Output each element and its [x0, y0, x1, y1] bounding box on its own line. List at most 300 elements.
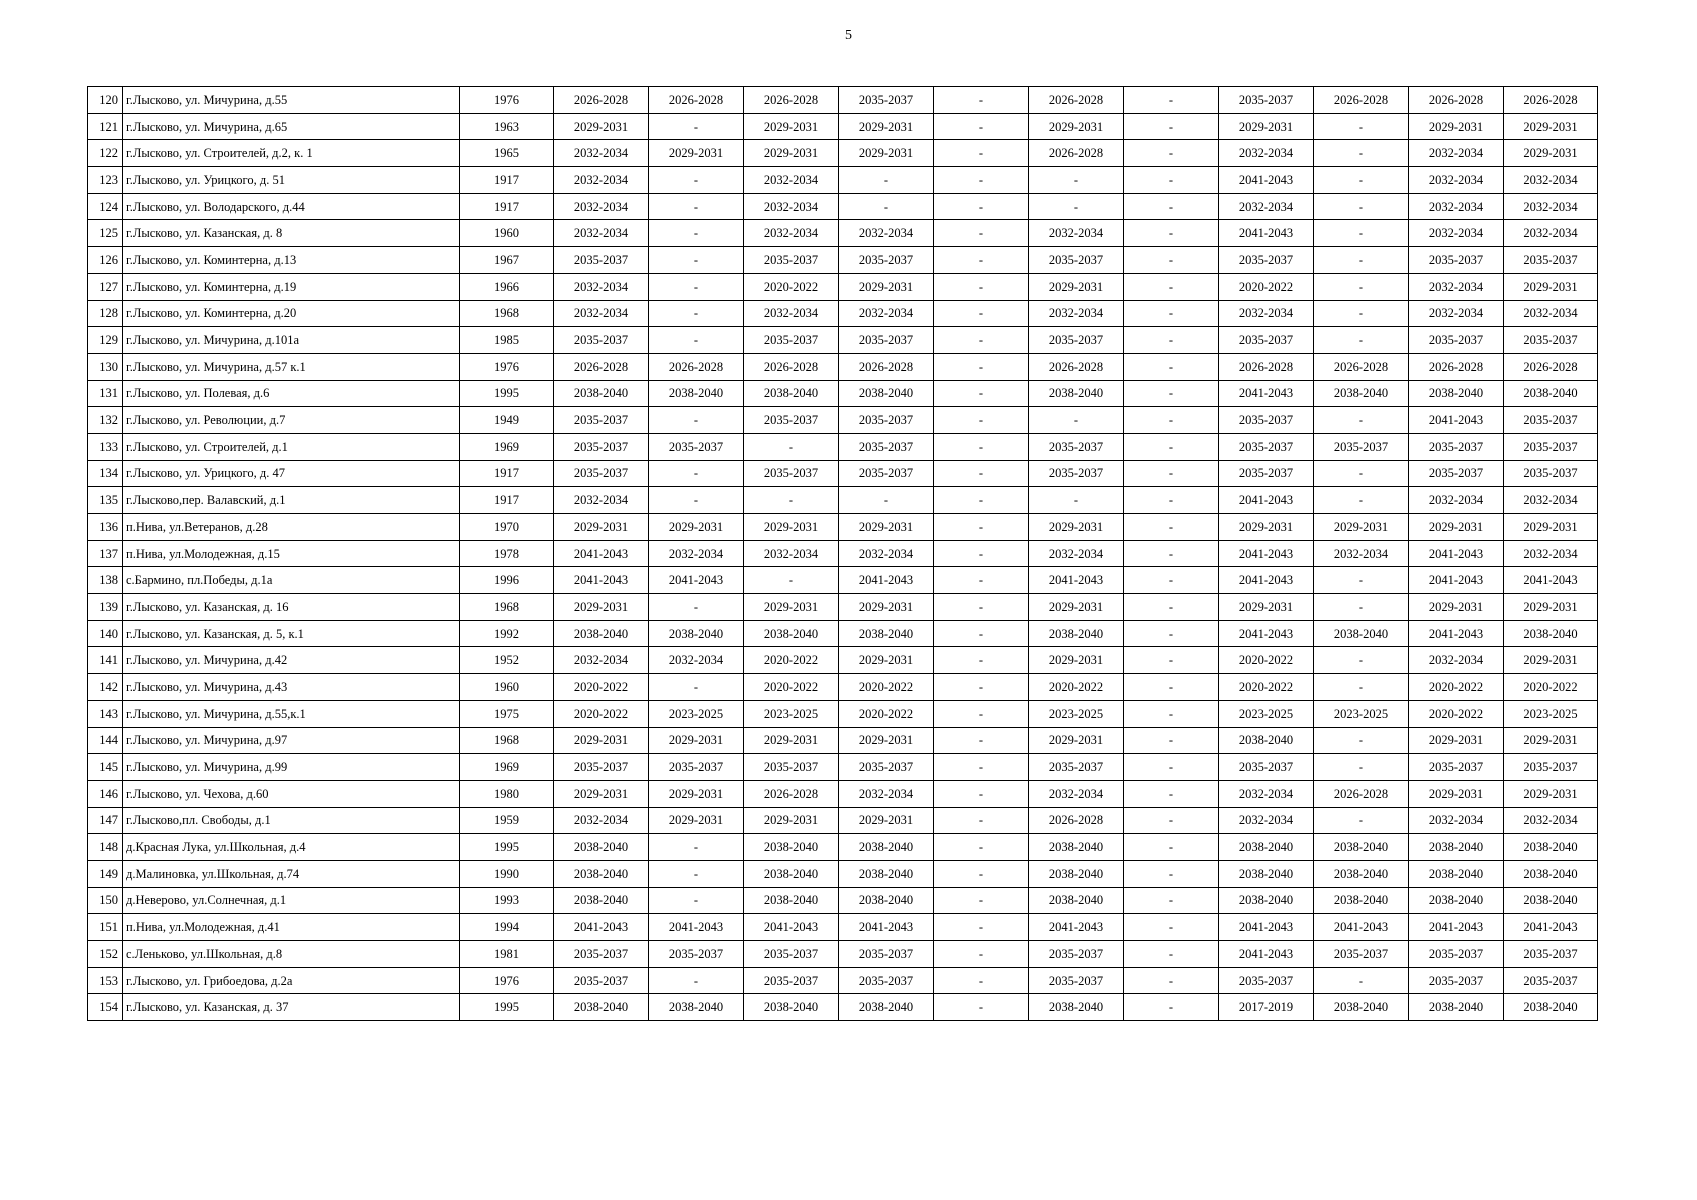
period-cell: 2035-2037: [1504, 941, 1598, 968]
period-cell: 2029-2031: [839, 807, 934, 834]
period-cell: -: [1314, 327, 1409, 354]
period-cell: -: [934, 914, 1029, 941]
period-cell: -: [934, 87, 1029, 114]
period-cell: 2035-2037: [1029, 327, 1124, 354]
period-cell: -: [934, 754, 1029, 781]
period-cell: 2029-2031: [1029, 514, 1124, 541]
period-cell: -: [1314, 140, 1409, 167]
address-cell: г.Лысково, ул. Мичурина, д.65: [123, 113, 460, 140]
period-cell: -: [1314, 567, 1409, 594]
year-built-cell: 1959: [460, 807, 554, 834]
period-cell: 2035-2037: [839, 327, 934, 354]
period-cell: 2032-2034: [1219, 780, 1314, 807]
period-cell: -: [1314, 727, 1409, 754]
period-cell: -: [934, 273, 1029, 300]
page-number: 5: [845, 28, 852, 43]
period-cell: -: [934, 647, 1029, 674]
address-cell: г.Лысково, ул. Чехова, д.60: [123, 780, 460, 807]
period-cell: 2032-2034: [554, 273, 649, 300]
period-cell: -: [649, 460, 744, 487]
row-number-cell: 143: [88, 700, 123, 727]
period-cell: 2032-2034: [554, 647, 649, 674]
period-cell: 2038-2040: [1029, 887, 1124, 914]
row-number-cell: 125: [88, 220, 123, 247]
period-cell: 2032-2034: [554, 220, 649, 247]
period-cell: -: [934, 567, 1029, 594]
period-cell: 2026-2028: [1504, 87, 1598, 114]
period-cell: -: [1124, 380, 1219, 407]
period-cell: 2038-2040: [839, 887, 934, 914]
row-number-cell: 123: [88, 167, 123, 194]
address-cell: г.Лысково, ул. Полевая, д.6: [123, 380, 460, 407]
period-cell: 2035-2037: [1504, 754, 1598, 781]
table-row: [88, 780, 1598, 807]
period-cell: 2035-2037: [839, 407, 934, 434]
period-cell: -: [934, 514, 1029, 541]
period-cell: -: [934, 193, 1029, 220]
period-cell: 2041-2043: [1409, 540, 1504, 567]
period-cell: 2029-2031: [1409, 514, 1504, 541]
period-cell: -: [934, 967, 1029, 994]
period-cell: 2026-2028: [1504, 353, 1598, 380]
period-cell: 2038-2040: [1314, 860, 1409, 887]
period-cell: -: [934, 674, 1029, 701]
period-cell: -: [1314, 674, 1409, 701]
period-cell: 2038-2040: [839, 834, 934, 861]
period-cell: 2035-2037: [1029, 460, 1124, 487]
year-built-cell: 1967: [460, 247, 554, 274]
period-cell: -: [1124, 300, 1219, 327]
period-cell: 2029-2031: [649, 780, 744, 807]
period-cell: 2038-2040: [744, 620, 839, 647]
period-cell: 2038-2040: [554, 887, 649, 914]
period-cell: -: [934, 700, 1029, 727]
period-cell: 2041-2043: [1504, 914, 1598, 941]
row-number-cell: 140: [88, 620, 123, 647]
period-cell: -: [649, 167, 744, 194]
address-cell: г.Лысково, ул. Казанская, д. 16: [123, 594, 460, 621]
period-cell: 2032-2034: [839, 220, 934, 247]
period-cell: 2032-2034: [649, 540, 744, 567]
period-cell: -: [1124, 674, 1219, 701]
row-number-cell: 135: [88, 487, 123, 514]
period-cell: 2020-2022: [1029, 674, 1124, 701]
year-built-cell: 1968: [460, 594, 554, 621]
period-cell: -: [1314, 487, 1409, 514]
period-cell: -: [1314, 167, 1409, 194]
period-cell: 2026-2028: [1314, 87, 1409, 114]
period-cell: 2041-2043: [649, 567, 744, 594]
period-cell: 2023-2025: [1029, 700, 1124, 727]
period-cell: 2026-2028: [1029, 87, 1124, 114]
period-cell: 2038-2040: [554, 380, 649, 407]
row-number-cell: 127: [88, 273, 123, 300]
period-cell: 2038-2040: [1029, 620, 1124, 647]
period-cell: -: [839, 193, 934, 220]
period-cell: 2038-2040: [1314, 994, 1409, 1021]
period-cell: -: [649, 407, 744, 434]
address-cell: г.Лысково, ул. Урицкого, д. 51: [123, 167, 460, 194]
period-cell: 2035-2037: [554, 941, 649, 968]
table-row: [88, 407, 1598, 434]
row-number-cell: 128: [88, 300, 123, 327]
period-cell: 2038-2040: [1504, 620, 1598, 647]
period-cell: -: [1029, 193, 1124, 220]
period-cell: 2020-2022: [1504, 674, 1598, 701]
period-cell: 2020-2022: [1409, 674, 1504, 701]
period-cell: 2035-2037: [554, 967, 649, 994]
period-cell: 2029-2031: [1409, 727, 1504, 754]
period-cell: -: [934, 887, 1029, 914]
period-cell: 2032-2034: [554, 193, 649, 220]
period-cell: 2041-2043: [1409, 914, 1504, 941]
period-cell: 2023-2025: [1314, 700, 1409, 727]
row-number-cell: 144: [88, 727, 123, 754]
period-cell: 2038-2040: [554, 994, 649, 1021]
period-cell: 2029-2031: [649, 807, 744, 834]
period-cell: 2041-2043: [1219, 380, 1314, 407]
row-number-cell: 130: [88, 353, 123, 380]
period-cell: 2038-2040: [1029, 994, 1124, 1021]
period-cell: -: [649, 327, 744, 354]
period-cell: 2029-2031: [839, 514, 934, 541]
period-cell: 2038-2040: [744, 834, 839, 861]
period-cell: 2029-2031: [1504, 780, 1598, 807]
period-cell: 2038-2040: [1314, 380, 1409, 407]
period-cell: -: [1124, 594, 1219, 621]
period-cell: -: [1124, 353, 1219, 380]
table-row: [88, 967, 1598, 994]
period-cell: 2029-2031: [554, 780, 649, 807]
period-cell: 2032-2034: [1504, 220, 1598, 247]
year-built-cell: 1975: [460, 700, 554, 727]
period-cell: 2038-2040: [1409, 834, 1504, 861]
period-cell: -: [1314, 647, 1409, 674]
period-cell: 2038-2040: [744, 860, 839, 887]
year-built-cell: 1976: [460, 353, 554, 380]
row-number-cell: 122: [88, 140, 123, 167]
period-cell: 2029-2031: [839, 113, 934, 140]
address-cell: д.Красная Лука, ул.Школьная, д.4: [123, 834, 460, 861]
table-row: [88, 754, 1598, 781]
period-cell: 2038-2040: [839, 994, 934, 1021]
period-cell: 2032-2034: [1219, 807, 1314, 834]
period-cell: -: [934, 834, 1029, 861]
repair-schedule-table: [87, 86, 1598, 1021]
table-row: [88, 727, 1598, 754]
address-cell: г.Лысково, ул. Мичурина, д.101а: [123, 327, 460, 354]
period-cell: -: [1124, 834, 1219, 861]
period-cell: -: [1124, 780, 1219, 807]
period-cell: -: [1314, 594, 1409, 621]
period-cell: 2041-2043: [1219, 941, 1314, 968]
period-cell: 2029-2031: [839, 727, 934, 754]
address-cell: г.Лысково, ул. Мичурина, д.43: [123, 674, 460, 701]
period-cell: 2020-2022: [1219, 647, 1314, 674]
period-cell: 2029-2031: [744, 727, 839, 754]
address-cell: д.Малиновка, ул.Школьная, д.74: [123, 860, 460, 887]
period-cell: 2041-2043: [744, 914, 839, 941]
period-cell: 2026-2028: [649, 87, 744, 114]
table-row: [88, 594, 1598, 621]
period-cell: 2038-2040: [1029, 380, 1124, 407]
period-cell: 2032-2034: [1219, 140, 1314, 167]
period-cell: 2029-2031: [839, 594, 934, 621]
period-cell: 2032-2034: [1409, 167, 1504, 194]
year-built-cell: 1952: [460, 647, 554, 674]
period-cell: -: [1124, 167, 1219, 194]
period-cell: 2035-2037: [1504, 247, 1598, 274]
period-cell: 2035-2037: [1219, 967, 1314, 994]
period-cell: 2035-2037: [1409, 460, 1504, 487]
period-cell: 2032-2034: [1504, 300, 1598, 327]
row-number-cell: 153: [88, 967, 123, 994]
period-cell: 2017-2019: [1219, 994, 1314, 1021]
table-row: [88, 300, 1598, 327]
year-built-cell: 1917: [460, 193, 554, 220]
period-cell: 2035-2037: [744, 967, 839, 994]
period-cell: 2035-2037: [1029, 433, 1124, 460]
address-cell: г.Лысково, ул. Казанская, д. 37: [123, 994, 460, 1021]
period-cell: 2035-2037: [554, 754, 649, 781]
address-cell: г.Лысково, ул. Строителей, д.2, к. 1: [123, 140, 460, 167]
table-body: [88, 87, 1598, 1021]
period-cell: 2038-2040: [744, 994, 839, 1021]
period-cell: 2041-2043: [1409, 620, 1504, 647]
row-number-cell: 132: [88, 407, 123, 434]
period-cell: -: [1124, 487, 1219, 514]
address-cell: г.Лысково, ул. Коминтерна, д.13: [123, 247, 460, 274]
period-cell: 2029-2031: [1504, 594, 1598, 621]
table-row: [88, 113, 1598, 140]
period-cell: 2038-2040: [1219, 860, 1314, 887]
period-cell: 2038-2040: [1029, 834, 1124, 861]
year-built-cell: 1969: [460, 433, 554, 460]
period-cell: 2029-2031: [1504, 514, 1598, 541]
row-number-cell: 154: [88, 994, 123, 1021]
period-cell: -: [1124, 87, 1219, 114]
row-number-cell: 134: [88, 460, 123, 487]
row-number-cell: 133: [88, 433, 123, 460]
table-row: [88, 860, 1598, 887]
period-cell: 2038-2040: [1219, 727, 1314, 754]
year-built-cell: 1965: [460, 140, 554, 167]
year-built-cell: 1917: [460, 167, 554, 194]
period-cell: 2035-2037: [1504, 433, 1598, 460]
table-row: [88, 700, 1598, 727]
period-cell: 2032-2034: [1504, 807, 1598, 834]
period-cell: 2041-2043: [649, 914, 744, 941]
period-cell: 2029-2031: [554, 594, 649, 621]
period-cell: -: [1124, 727, 1219, 754]
period-cell: -: [1314, 273, 1409, 300]
period-cell: -: [934, 113, 1029, 140]
period-cell: 2035-2037: [839, 754, 934, 781]
period-cell: -: [1124, 620, 1219, 647]
period-cell: -: [1124, 700, 1219, 727]
period-cell: 2038-2040: [839, 620, 934, 647]
period-cell: -: [839, 487, 934, 514]
table-row: [88, 247, 1598, 274]
year-built-cell: 1995: [460, 834, 554, 861]
period-cell: 2038-2040: [1219, 834, 1314, 861]
period-cell: -: [1124, 460, 1219, 487]
period-cell: 2029-2031: [744, 140, 839, 167]
table-row: [88, 380, 1598, 407]
period-cell: -: [1124, 887, 1219, 914]
period-cell: -: [934, 807, 1029, 834]
period-cell: -: [1314, 220, 1409, 247]
period-cell: 2035-2037: [554, 247, 649, 274]
address-cell: д.Неверово, ул.Солнечная, д.1: [123, 887, 460, 914]
row-number-cell: 142: [88, 674, 123, 701]
period-cell: 2041-2043: [1409, 567, 1504, 594]
table-row: [88, 353, 1598, 380]
period-cell: -: [934, 780, 1029, 807]
period-cell: 2038-2040: [839, 380, 934, 407]
period-cell: 2026-2028: [1314, 780, 1409, 807]
period-cell: -: [1124, 407, 1219, 434]
row-number-cell: 121: [88, 113, 123, 140]
period-cell: -: [934, 353, 1029, 380]
year-built-cell: 1917: [460, 460, 554, 487]
period-cell: 2038-2040: [1504, 994, 1598, 1021]
period-cell: -: [934, 300, 1029, 327]
period-cell: 2038-2040: [1504, 380, 1598, 407]
period-cell: 2029-2031: [1504, 647, 1598, 674]
period-cell: 2038-2040: [839, 860, 934, 887]
period-cell: 2029-2031: [744, 514, 839, 541]
address-cell: г.Лысково, ул. Строителей, д.1: [123, 433, 460, 460]
period-cell: -: [744, 567, 839, 594]
period-cell: 2041-2043: [1029, 567, 1124, 594]
year-built-cell: 1966: [460, 273, 554, 300]
period-cell: 2032-2034: [744, 540, 839, 567]
period-cell: 2041-2043: [554, 914, 649, 941]
period-cell: 2026-2028: [744, 780, 839, 807]
address-cell: г.Лысково, ул. Революции, д.7: [123, 407, 460, 434]
period-cell: 2029-2031: [1504, 273, 1598, 300]
period-cell: -: [649, 487, 744, 514]
period-cell: 2038-2040: [1409, 887, 1504, 914]
period-cell: 2035-2037: [1504, 460, 1598, 487]
period-cell: 2029-2031: [1409, 113, 1504, 140]
period-cell: 2035-2037: [839, 87, 934, 114]
period-cell: 2041-2043: [554, 540, 649, 567]
row-number-cell: 148: [88, 834, 123, 861]
period-cell: 2041-2043: [839, 567, 934, 594]
period-cell: 2020-2022: [1219, 273, 1314, 300]
period-cell: -: [1124, 540, 1219, 567]
year-built-cell: 1996: [460, 567, 554, 594]
row-number-cell: 147: [88, 807, 123, 834]
period-cell: 2032-2034: [1219, 300, 1314, 327]
period-cell: 2035-2037: [1219, 247, 1314, 274]
period-cell: 2035-2037: [1219, 407, 1314, 434]
row-number-cell: 145: [88, 754, 123, 781]
period-cell: 2029-2031: [1314, 514, 1409, 541]
period-cell: -: [649, 193, 744, 220]
period-cell: 2029-2031: [839, 140, 934, 167]
period-cell: 2026-2028: [744, 87, 839, 114]
period-cell: 2032-2034: [649, 647, 744, 674]
table-row: [88, 327, 1598, 354]
period-cell: 2041-2043: [554, 567, 649, 594]
period-cell: -: [934, 220, 1029, 247]
period-cell: 2029-2031: [1029, 113, 1124, 140]
period-cell: 2038-2040: [554, 860, 649, 887]
period-cell: 2035-2037: [649, 941, 744, 968]
period-cell: 2041-2043: [1219, 620, 1314, 647]
table-row: [88, 87, 1598, 114]
year-built-cell: 1990: [460, 860, 554, 887]
address-cell: п.Нива, ул.Молодежная, д.15: [123, 540, 460, 567]
period-cell: 2029-2031: [1409, 780, 1504, 807]
period-cell: 2035-2037: [1219, 433, 1314, 460]
period-cell: 2038-2040: [1504, 860, 1598, 887]
period-cell: 2032-2034: [1409, 807, 1504, 834]
period-cell: 2029-2031: [1029, 594, 1124, 621]
period-cell: -: [1029, 407, 1124, 434]
table-row: [88, 273, 1598, 300]
row-number-cell: 149: [88, 860, 123, 887]
year-built-cell: 1963: [460, 113, 554, 140]
period-cell: 2038-2040: [1029, 860, 1124, 887]
period-cell: 2038-2040: [1409, 860, 1504, 887]
period-cell: 2035-2037: [1504, 407, 1598, 434]
period-cell: -: [1314, 113, 1409, 140]
period-cell: 2020-2022: [744, 647, 839, 674]
row-number-cell: 129: [88, 327, 123, 354]
period-cell: -: [1029, 487, 1124, 514]
address-cell: г.Лысково,пл. Свободы, д.1: [123, 807, 460, 834]
period-cell: -: [934, 380, 1029, 407]
period-cell: 2032-2034: [1029, 220, 1124, 247]
row-number-cell: 152: [88, 941, 123, 968]
period-cell: 2026-2028: [1029, 353, 1124, 380]
period-cell: -: [934, 247, 1029, 274]
period-cell: -: [934, 487, 1029, 514]
period-cell: -: [934, 594, 1029, 621]
period-cell: 2035-2037: [1409, 327, 1504, 354]
period-cell: 2038-2040: [649, 994, 744, 1021]
period-cell: 2032-2034: [1409, 193, 1504, 220]
year-built-cell: 1993: [460, 887, 554, 914]
period-cell: 2023-2025: [1504, 700, 1598, 727]
period-cell: 2038-2040: [1314, 620, 1409, 647]
table-row: [88, 167, 1598, 194]
period-cell: 2029-2031: [649, 140, 744, 167]
period-cell: 2032-2034: [1409, 220, 1504, 247]
table-row: [88, 647, 1598, 674]
address-cell: г.Лысково, ул. Мичурина, д.97: [123, 727, 460, 754]
period-cell: -: [649, 860, 744, 887]
period-cell: -: [934, 727, 1029, 754]
period-cell: -: [934, 140, 1029, 167]
period-cell: 2035-2037: [1029, 247, 1124, 274]
period-cell: 2035-2037: [744, 327, 839, 354]
period-cell: 2032-2034: [839, 540, 934, 567]
period-cell: -: [1314, 754, 1409, 781]
period-cell: 2023-2025: [1219, 700, 1314, 727]
period-cell: 2035-2037: [1219, 754, 1314, 781]
period-cell: 2035-2037: [649, 433, 744, 460]
period-cell: -: [744, 433, 839, 460]
period-cell: 2035-2037: [1409, 247, 1504, 274]
period-cell: 2020-2022: [554, 674, 649, 701]
period-cell: 2035-2037: [1314, 433, 1409, 460]
period-cell: 2035-2037: [554, 460, 649, 487]
